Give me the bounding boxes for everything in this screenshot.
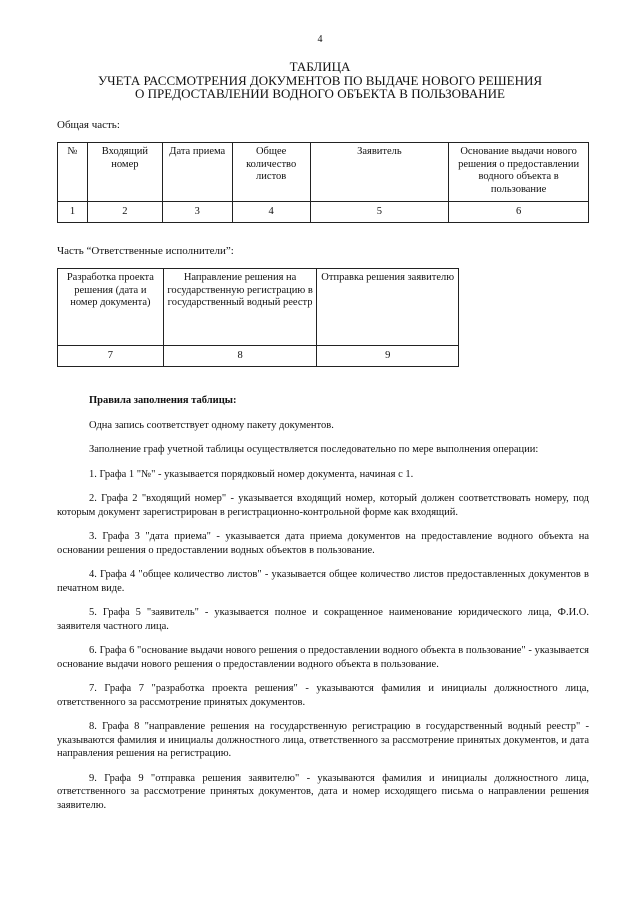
table-number-row xyxy=(58,346,459,367)
title-line-3: О ПРЕДОСТАВЛЕНИИ ВОДНОГО ОБЪЕКТА В ПОЛЬЗОВАНИЕ xyxy=(135,86,505,101)
header-cell-sheet-count: Общее количество листов xyxy=(232,143,310,202)
header-cell-draft-decision: Разработка проекта решения (дата и номер документа) xyxy=(58,269,164,346)
title-line-2: УЧЕТА РАССМОТРЕНИЯ ДОКУМЕНТОВ ПО ВЫДАЧЕ НОВОГО РЕШЕНИЯ xyxy=(97,72,543,88)
rules-paragraph: 4. Графа 4 "общее количество листов" - указывается общее количество листов предоставленных документов в печатном виде. xyxy=(57,569,589,594)
header-cell-send-to-applicant: Отправка решения заявителю xyxy=(317,269,459,346)
column-number: 2 xyxy=(87,202,162,223)
responsible-part-table xyxy=(57,268,459,367)
column-number: 9 xyxy=(317,346,459,367)
header-cell-registration: Направление решения на государственную регистрацию в государственный водный реестр xyxy=(163,269,317,346)
title-line-1: ТАБЛИЦА xyxy=(289,59,351,74)
header-cell-number: № xyxy=(58,143,88,202)
rules-paragraph: 7. Графа 7 "разработка проекта решения" - указываются фамилия и инициалы должностного лица, ответственного за рассмотрение принятых документов. xyxy=(57,683,589,708)
rules-paragraph: 5. Графа 5 "заявитель" - указывается полное и сокращенное наименование юридического лица, Ф.И.О. заявителя частного лица. xyxy=(57,607,589,632)
rules-section xyxy=(57,394,589,823)
column-number: 5 xyxy=(310,202,449,223)
document-title xyxy=(0,60,640,101)
column-number: 8 xyxy=(163,346,317,367)
column-number: 1 xyxy=(58,202,88,223)
column-number: 7 xyxy=(58,346,164,367)
table-header-row xyxy=(58,143,589,202)
responsible-part-label: Часть “Ответственные исполнители”: xyxy=(57,245,234,257)
column-number: 3 xyxy=(162,202,232,223)
header-cell-incoming-number: Входящий номер xyxy=(87,143,162,202)
rules-paragraph: 9. Графа 9 "отправка решения заявителю" - указываются фамилия и инициалы должностного лица, ответственного за рассмотрение принятых документов, дата и номер исходящего письма о направлении решения заявителю. xyxy=(57,772,589,811)
rules-heading: Правила заполнения таблицы: xyxy=(89,395,237,406)
rules-paragraph: 8. Графа 8 "направление решения на государственную регистрацию в государственный водный реестр" - указываются фамилия и инициалы должностного лица, ответственного за рассмотрение принятых документов, и дата направления решения на регистрацию. xyxy=(57,721,589,759)
rules-paragraph: Одна запись соответствует одному пакету документов. xyxy=(89,419,334,431)
column-number: 6 xyxy=(449,202,589,223)
header-cell-applicant: Заявитель xyxy=(310,143,449,202)
table-header-row xyxy=(58,269,459,346)
header-cell-receipt-date: Дата приема xyxy=(162,143,232,202)
page-number: 4 xyxy=(317,34,323,45)
header-cell-basis: Основание выдачи нового решения о предоставлении водного объекта в пользование xyxy=(449,143,589,202)
rules-paragraph: 6. Графа 6 "основание выдачи нового решения о предоставлении водного объекта в пользование" - указывается основание выдачи нового решения о предоставлении водного объекта в пользование. xyxy=(57,645,589,670)
rules-paragraph: Заполнение граф учетной таблицы осуществляется последовательно по мере выполнения операции: xyxy=(89,444,539,455)
general-part-table xyxy=(57,142,589,223)
table-number-row xyxy=(58,202,589,223)
general-part-label: Общая часть: xyxy=(57,119,120,131)
rules-paragraph: 2. Графа 2 "входящий номер" - указывается входящий номер, который должен соответствовать номеру, под которым документ зарегистрирован в регистрационно-контрольной форме как входящий. xyxy=(57,493,589,518)
column-number: 4 xyxy=(232,202,310,223)
rules-paragraph: 1. Графа 1 "№" - указывается порядковый номер документа, начиная с 1. xyxy=(89,468,414,480)
rules-paragraph: 3. Графа 3 "дата приема" - указывается дата приема документов на предоставление водного объекта на основании решения о предоставлении водных объектов в пользование. xyxy=(57,531,589,556)
